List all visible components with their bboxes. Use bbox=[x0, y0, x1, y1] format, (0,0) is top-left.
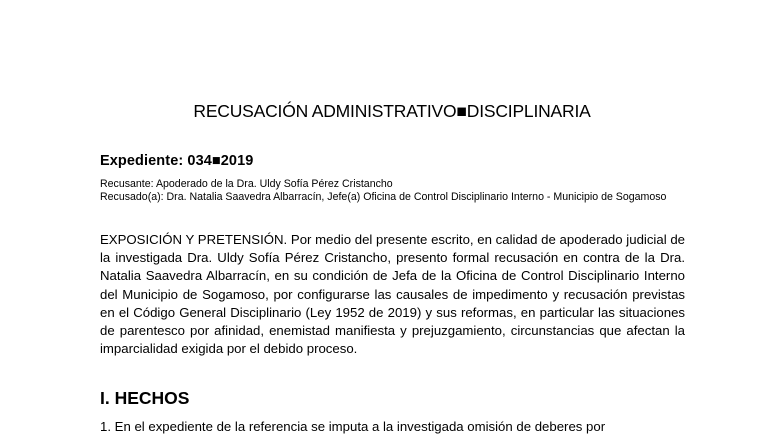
recusante-line: Recusante: Apoderado de la Dra. Uldy Sofía Pérez Cristancho bbox=[100, 178, 393, 190]
expediente-number: Expediente: 034■2019 bbox=[100, 153, 254, 169]
hechos-item-1: 1. En el expediente de la referencia se imputa a la investigada omisión de deberes por bbox=[100, 419, 606, 434]
section-heading-hechos: I. HECHOS bbox=[100, 388, 190, 408]
exposicion-paragraph: EXPOSICIÓN Y PRETENSIÓN. Por medio del presente escrito, en calidad de apoderado judicial de la investigada Dra. Uldy Sofía Pérez Cristancho, presento formal recusación en contra de la Dra. Natalia Saavedra Albarracín, en su condición de Jefa de la Oficina de Control Disciplinario Interno del Municipio de Sogamoso, por configurarse las causales de impedimento y recusación previstas en el Código General Disciplinario (Ley 1952 de 2019) y sus reformas, en particular las situaciones de parentesco por afinidad, enemistad manifiesta y prejuzgamiento, circunstancias que afectan la imparcialidad exigida por el debido proceso. bbox=[100, 232, 685, 357]
recusado-line: Recusado(a): Dra. Natalia Saavedra Albarracín, Jefe(a) Oficina de Control Disciplinario Interno - Municipio de Sogamoso bbox=[100, 191, 667, 203]
document-title: RECUSACIÓN ADMINISTRATIVO■DISCIPLINARIA bbox=[193, 101, 591, 121]
